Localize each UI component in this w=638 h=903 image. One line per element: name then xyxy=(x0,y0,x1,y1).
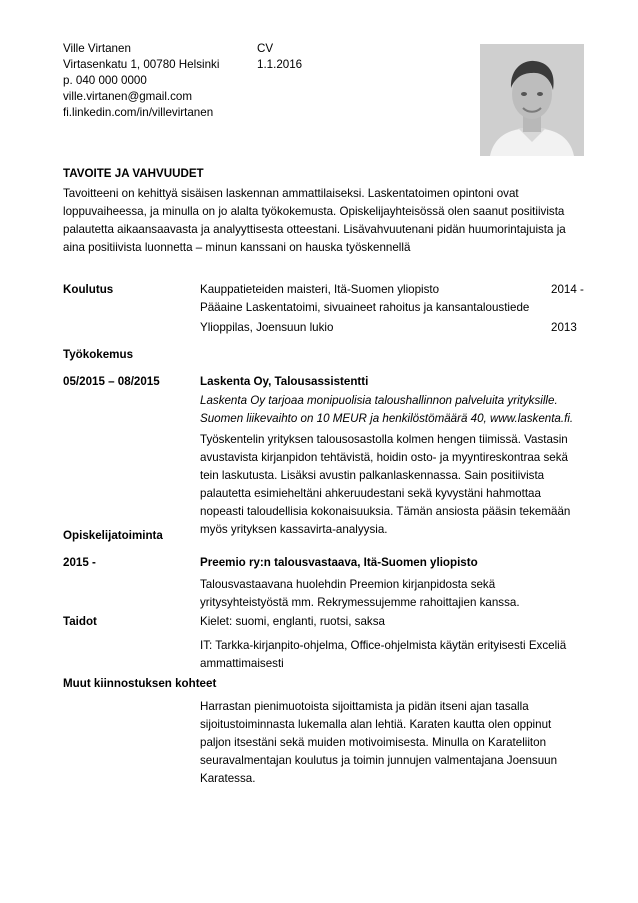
work-desc-line: avustavista kirjanpidon tehtävistä, hoidin osto- ja myyntireskontraa sekä xyxy=(200,451,568,464)
work-desc-line: palautetta esimieheltäni ahkeruudestani sekä kyvystäni hahmottaa xyxy=(200,487,541,500)
skills-it xyxy=(200,637,566,673)
skills-languages: Kielet: suomi, englanti, ruotsi, saksa xyxy=(200,615,385,628)
name: Ville Virtanen xyxy=(63,42,131,55)
address: Virtasenkatu 1, 00780 Helsinki xyxy=(63,58,220,71)
work-company-description xyxy=(200,392,573,428)
interests-line: seuravalmentajan koulutus ja toimin junnujen valmentajana Joensuun xyxy=(200,754,558,767)
skills-label: Taidot xyxy=(63,615,97,628)
work-description xyxy=(200,431,570,539)
goals-line: aina positiivista luonnetta – minun kanssani on hauska työskennellä xyxy=(63,241,411,254)
profile-photo xyxy=(480,44,584,156)
interests-line: sijoitustoiminnasta lukemalla alan lehtiä. Karaten kautta olen oppinut xyxy=(200,718,552,731)
portrait-illustration xyxy=(480,44,584,156)
education-label: Koulutus xyxy=(63,283,114,296)
work-company-line: Laskenta Oy tarjoaa monipuolisia taloushallinnon palveluita yrityksille. xyxy=(200,394,558,407)
skills-it-line: ammattimaisesti xyxy=(200,657,284,670)
goals-title: TAVOITE JA VAHVUUDET xyxy=(63,167,204,180)
work-desc-line: tein laskutusta. Lisäksi avustin palkanlaskennassa. Sain positiivista xyxy=(200,469,545,482)
education-major: Pääaine Laskentatoimi, sivuaineet rahoitus ja kansantaloustiede xyxy=(200,301,530,314)
work-title: Laskenta Oy, Talousassistentti xyxy=(200,375,369,388)
phone: p. 040 000 0000 xyxy=(63,74,147,87)
interests-label: Muut kiinnostuksen kohteet xyxy=(63,677,217,690)
student-desc-line: Talousvastaavana huolehdin Preemion kirjanpidosta sekä xyxy=(200,578,496,591)
goals-line: Tavoitteeni on kehittyä sisäisen laskennan ammattilaiseksi. Laskentatoimen opintoni ovat xyxy=(63,187,519,200)
student-period: 2015 - xyxy=(63,556,96,569)
student-description xyxy=(200,576,520,612)
email: ville.virtanen@gmail.com xyxy=(63,90,193,103)
interests-line: Karatessa. xyxy=(200,772,256,785)
goals-line: palautetta aikaansaavasta ja analyyttisesta otteestani. Lisävahvuutenani pidän huumorintajuista ja xyxy=(63,223,566,236)
work-period: 05/2015 – 08/2015 xyxy=(63,375,160,388)
linkedin: fi.linkedin.com/in/villevirtanen xyxy=(63,106,214,119)
work-company-line: Suomen liikevaihto on 10 MEUR ja henkilöstömäärä 40, www.laskenta.fi. xyxy=(200,412,574,425)
skills-it-line: IT: Tarkka-kirjanpito-ohjelma, Office-ohjelmista käytän erityisesti Exceliä xyxy=(200,639,567,652)
work-desc-line: nopeasti taloudellisia kokonaisuuksia. Tämän ansiosta pääsin tekemään xyxy=(200,505,571,518)
student-title: Preemio ry:n talousvastaava, Itä-Suomen yliopisto xyxy=(200,556,478,569)
work-label: Työkokemus xyxy=(63,348,134,361)
goals-line: loppuvaiheessa, ja minulla on jo alalta työkokemusta. Opiskelijayhteisössä olen saanut positiivista xyxy=(63,205,565,218)
interests-line: Harrastan pienimuotoista sijoittamista ja pidän itseni ajan tasalla xyxy=(200,700,529,713)
education-year: 2013 xyxy=(551,321,577,334)
interests-paragraph xyxy=(200,698,557,788)
interests-line: paljon itsestäni sekä muiden motivoimisesta. Minulla on Karateliiton xyxy=(200,736,547,749)
work-desc-line: myös yrityksen kassavirta-analyysia. xyxy=(200,523,388,536)
student-desc-line: yritysyhteistyöstä mm. Rekrymessujemme rahoittajien kanssa. xyxy=(200,596,520,609)
doc-date: 1.1.2016 xyxy=(257,58,303,71)
work-desc-line: Työskentelin yrityksen talousosastolla kolmen hengen tiimissä. Vastasin xyxy=(200,433,568,446)
goals-paragraph xyxy=(63,185,566,257)
education-entry xyxy=(200,281,529,317)
student-label: Opiskelijatoiminta xyxy=(63,529,163,542)
education-school: Ylioppilas, Joensuun lukio xyxy=(200,321,334,334)
doc-type: CV xyxy=(257,42,274,55)
education-degree: Kauppatieteiden maisteri, Itä-Suomen yliopisto xyxy=(200,283,440,296)
education-year: 2014 - xyxy=(551,283,584,296)
